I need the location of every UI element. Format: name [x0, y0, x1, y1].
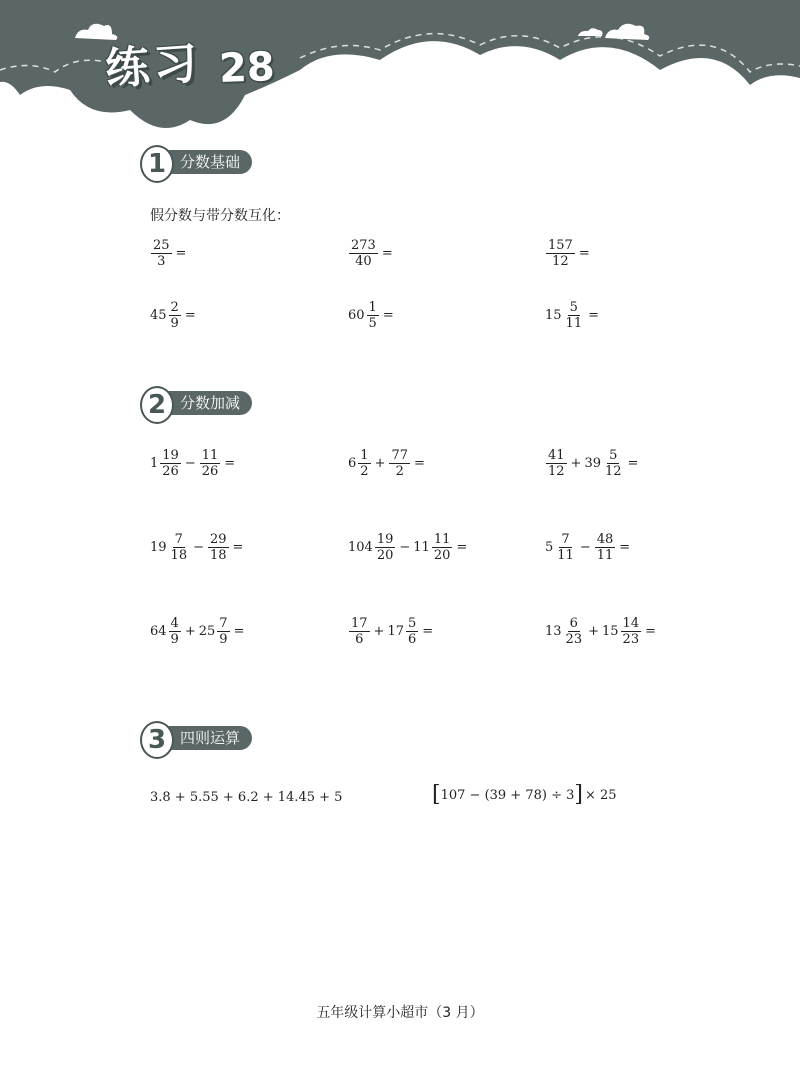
- title-text: 练习: [103, 37, 203, 96]
- equals-sign: =: [456, 540, 468, 555]
- equals-sign: =: [627, 456, 639, 471]
- problem-1-6: [545, 300, 602, 331]
- denominator: 3: [157, 254, 166, 269]
- denominator: 9: [219, 632, 228, 647]
- denominator: 11: [565, 316, 583, 331]
- numerator: 19: [162, 448, 179, 463]
- whole-part: 104: [348, 540, 373, 555]
- denominator: 23: [565, 632, 583, 647]
- denominator: 9: [170, 316, 179, 331]
- whole-part: 13: [545, 624, 562, 639]
- denominator: 26: [162, 464, 179, 479]
- denominator: 12: [548, 464, 565, 479]
- problem-2-5: [348, 532, 470, 563]
- operator: +: [588, 624, 599, 639]
- equals-sign: =: [224, 456, 236, 471]
- problem-1-5: [348, 300, 397, 331]
- equals-sign: =: [184, 308, 196, 323]
- denominator: 9: [170, 632, 179, 647]
- problem-2-7: [150, 616, 247, 647]
- whole-part: 15: [545, 308, 562, 323]
- denominator: 20: [376, 548, 394, 563]
- numerator: 7: [219, 616, 228, 631]
- problem-1-2: [348, 238, 396, 269]
- denominator: 18: [210, 548, 227, 563]
- equals-sign: =: [233, 624, 245, 639]
- denominator: 2: [360, 464, 369, 479]
- denominator: 40: [355, 254, 372, 269]
- fraction: [546, 238, 575, 269]
- fraction: [367, 300, 379, 331]
- equals-sign: =: [619, 540, 631, 555]
- operator: +: [373, 624, 385, 639]
- numerator: 6: [569, 616, 578, 631]
- numerator: 19: [376, 532, 394, 547]
- whole-part: 17: [387, 624, 404, 639]
- numerator: 1: [360, 448, 369, 463]
- numerator: 11: [201, 448, 219, 463]
- equals-sign: =: [578, 246, 590, 261]
- instruction-text: 假分数与带分数互化：: [150, 208, 290, 224]
- operator: +: [374, 456, 386, 471]
- denominator: 23: [622, 632, 640, 647]
- numerator: 273: [351, 238, 376, 253]
- problem-2-1: [150, 448, 238, 479]
- open-bracket: [: [432, 782, 441, 807]
- expression-2: [432, 782, 617, 807]
- denominator: 18: [170, 548, 188, 563]
- expression-text: 3.8 + 5.55 + 6.2 + 14.45 + 5: [150, 790, 343, 805]
- section-number-badge: 3: [140, 721, 174, 759]
- numerator: 157: [548, 238, 573, 253]
- numerator: 41: [548, 448, 565, 463]
- problem-2-9: [545, 616, 659, 647]
- equals-sign: =: [381, 246, 393, 261]
- whole-part: 19: [150, 540, 167, 555]
- problem-2-6: [545, 532, 633, 563]
- denominator: 6: [408, 632, 417, 647]
- operator: −: [579, 540, 591, 555]
- denominator: 11: [557, 548, 574, 563]
- problem-1-4: [150, 300, 199, 331]
- operator: −: [184, 456, 196, 471]
- numerator: 2: [170, 300, 179, 315]
- equals-sign: =: [588, 308, 599, 323]
- numerator: 17: [351, 616, 368, 631]
- numerator: 29: [210, 532, 227, 547]
- whole-part: 45: [150, 308, 167, 323]
- fraction: [564, 300, 585, 331]
- header-banner: [0, 0, 800, 150]
- section-title: 分数基础: [158, 150, 252, 174]
- numerator: 14: [622, 616, 640, 631]
- problem-2-3: [545, 448, 641, 479]
- whole-part: 25: [198, 624, 216, 639]
- expression-1: [150, 790, 342, 805]
- section-title: 分数加减: [158, 391, 252, 415]
- title: [105, 30, 275, 94]
- operator: −: [193, 540, 204, 555]
- whole-part: 60: [348, 308, 365, 323]
- equals-sign: =: [645, 624, 656, 639]
- problem-1-3: [545, 238, 593, 269]
- numerator: 5: [408, 616, 417, 631]
- equals-sign: =: [232, 540, 244, 555]
- numerator: 11: [433, 532, 451, 547]
- denominator: 11: [596, 548, 614, 563]
- numerator: 7: [561, 532, 570, 547]
- fraction: [151, 238, 172, 269]
- fraction: [349, 238, 378, 269]
- denominator: 5: [368, 316, 377, 331]
- numerator: 77: [391, 448, 409, 463]
- numerator: 5: [569, 300, 578, 315]
- section-number-badge: 1: [140, 145, 174, 183]
- whole-part: 5: [545, 540, 554, 555]
- whole-part: 11: [413, 540, 430, 555]
- equals-sign: =: [422, 624, 434, 639]
- operator: −: [399, 540, 411, 555]
- equals-sign: =: [414, 456, 425, 471]
- operator: +: [570, 456, 582, 471]
- numerator: 5: [609, 448, 618, 463]
- problem-2-2: [348, 448, 428, 479]
- section-number-badge: 2: [140, 386, 174, 424]
- numerator: 4: [170, 616, 179, 631]
- problem-2-8: [348, 616, 436, 647]
- whole-part: 15: [602, 624, 619, 639]
- whole-part: 1: [150, 456, 159, 471]
- problem-2-4: [150, 532, 246, 563]
- denominator: 20: [433, 548, 451, 563]
- close-bracket: ]: [574, 782, 583, 807]
- numerator: 48: [596, 532, 614, 547]
- whole-part: 6: [348, 456, 357, 471]
- denominator: 26: [201, 464, 219, 479]
- section-title: 四则运算: [158, 726, 252, 750]
- denominator: 2: [395, 464, 404, 479]
- problem-1-1: [150, 238, 189, 269]
- fraction: [169, 300, 181, 331]
- expression-inner: 107 − (39 + 78) ÷ 3: [440, 787, 575, 803]
- whole-part: 39: [584, 456, 601, 471]
- numerator: 25: [153, 238, 170, 253]
- denominator: 12: [552, 254, 569, 269]
- page-footer: 五年级计算小超市（3 月）: [316, 1005, 484, 1021]
- numerator: 1: [368, 300, 377, 315]
- equals-sign: =: [382, 308, 394, 323]
- denominator: 6: [355, 632, 364, 647]
- title-number: 28: [218, 44, 276, 92]
- operator: +: [184, 624, 196, 639]
- numerator: 7: [174, 532, 183, 547]
- expression-tail: × 25: [584, 787, 617, 803]
- whole-part: 64: [150, 624, 167, 639]
- denominator: 12: [605, 464, 622, 479]
- equals-sign: =: [175, 246, 187, 261]
